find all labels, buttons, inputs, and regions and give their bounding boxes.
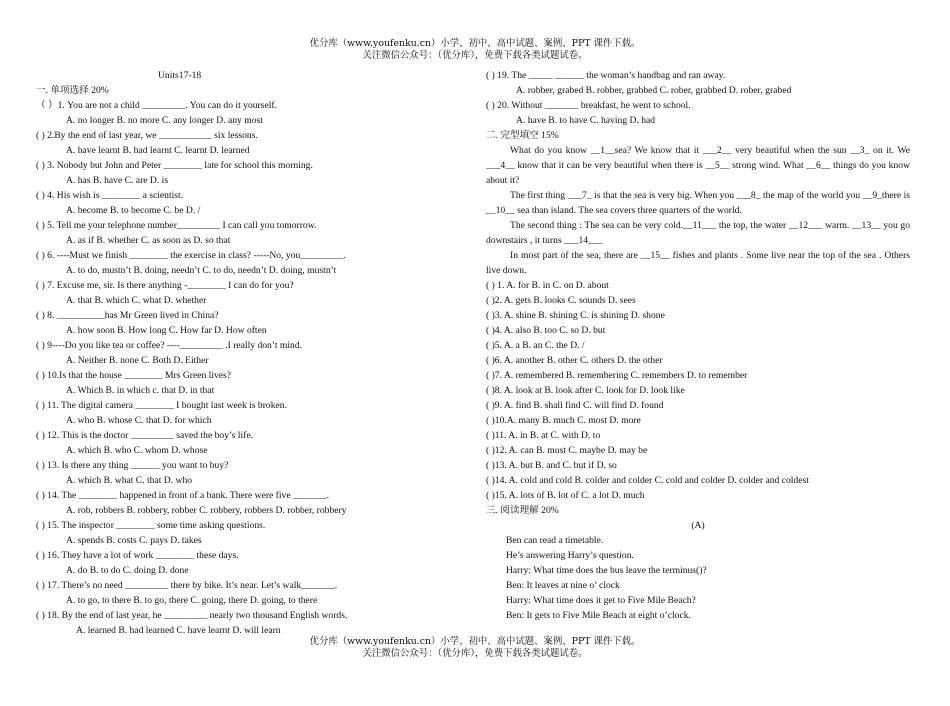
question-item: ( ) 16. They have a lot of work ________ these days. (36, 550, 239, 561)
question-item: （ ）1. You are not a child _________. You can do it yourself. (36, 100, 277, 111)
question-item: ( ) 7. Excuse me, sir. Is there anything -________ I can do for you? (36, 280, 294, 291)
cloze-option-row: ( )14. A. cold and cold B. colder and colder C. cold and colder D. colder and coldest (486, 475, 809, 486)
cloze-options-list (486, 278, 910, 503)
right-column (486, 68, 910, 623)
question-item: ( ) 15. The inspector ________ some time asking questions. (36, 520, 266, 531)
answer-options: A. become B. to become C. be D. / (66, 205, 201, 216)
page-header (0, 38, 950, 62)
dialogue-line: Harry: What time does it get to Five Mile Beach? (506, 595, 696, 606)
section-heading-reading: 三. 阅读理解 20% (486, 505, 559, 516)
answer-options: A. who B. whose C. that D. for which (66, 415, 212, 426)
answer-options: A. Neither B. none C. Both D. Either (66, 355, 209, 366)
reading-passage (486, 533, 910, 623)
multiple-choice-list-continued (486, 68, 910, 128)
cloze-paragraph-3: The second thing : The sea can be very cold.__11___ the top, the water __12___ warm. __13__ you go downstairs , it turns ___14___ (486, 220, 910, 246)
question-item: ( ) 18. By the end of last year, he _________ nearly two thousand English words. (36, 610, 348, 621)
question-item: ( ) 19. The _____ ______ the woman’s handbag and ran away. (486, 70, 726, 81)
answer-options: A. as if B. whether C. as soon as D. so that (66, 235, 231, 246)
cloze-option-row: ( )4. A. also B. too C. so D. but (486, 325, 606, 336)
question-item: ( ) 4. His wish is ________ a scientist. (36, 190, 184, 201)
dialogue-line: Harry: What time does the bus leave the terminus()? (506, 565, 707, 576)
question-item: ( ) 14. The ________ happened in front of a bank. There were five _______. (36, 490, 329, 501)
answer-options: A. how soon B. How long C. How far D. How often (66, 325, 267, 336)
question-item: ( ) 2.By the end of last year, we ___________ six lessons. (36, 130, 258, 141)
answer-options: A. have B. to have C. having D. had (516, 115, 656, 126)
answer-options: A. robber, grabed B. robber, grabbed C. rober, grabbed D. rober, grabed (516, 85, 792, 96)
cloze-option-row: ( )2. A. gets B. looks C. sounds D. sees (486, 295, 636, 306)
question-item: ( ) 13. Is there any thing ______ you want to buy? (36, 460, 229, 471)
section-heading-cloze: 二. 完型填空 15% (486, 130, 559, 141)
answer-options: A. which B. what C. that D. who (66, 475, 193, 486)
dialogue-line: Ben: It leaves at nine o’ clock (506, 580, 620, 591)
answer-options: A. do B. to do C. doing D. done (66, 565, 189, 576)
dialogue-line: Ben: It gets to Five Mile Beach at eight o’clock. (506, 610, 691, 621)
dialogue-line: He’s answering Harry’s question. (506, 550, 634, 561)
section-heading-multiple-choice: 一. 单项选择 20% (36, 85, 109, 96)
multiple-choice-list (36, 98, 456, 638)
cloze-option-row: ( )11. A. in B. at C. with D. to (486, 430, 601, 441)
cloze-paragraph-2: The first thing ___7_ is that the sea is very big. When you ___8_ the map of the world you __9_there is __10__ sea than island. The sea covers three quarters of the world. (486, 190, 910, 216)
cloze-option-row: ( )7. A. remembered B. remembering C. remembers D. to remember (486, 370, 748, 381)
answer-options: A. to do, mustn’t B. doing, needn’t C. to do, needn’t D. doing, mustn’t (66, 265, 337, 276)
answer-options: A. spends B. costs C. pays D. takes (66, 535, 202, 546)
question-item: ( ) 3. Nobody but John and Peter ________ late for school this morning. (36, 160, 313, 171)
cloze-option-row: ( )12. A. can B. must C. maybe D. may be (486, 445, 648, 456)
dialogue-line: Ben can read a timetable. (506, 535, 604, 546)
cloze-option-row: ( ) 1. A. for B. in C. on D. about (486, 280, 609, 291)
footer-line-1: 优分库（www.youfenku.cn）小学、初中、高中试题、案例、PPT 课件下载。 (309, 636, 641, 647)
exam-title: Units17-18 (158, 70, 202, 81)
question-item: ( ) 9----Do you like tea or coffee? ----_________ .I really don’t mind. (36, 340, 303, 351)
answer-options: A. learned B. had learned C. have learnt D. will learn (76, 625, 281, 636)
page-footer (0, 636, 950, 660)
question-item: ( ) 6. ----Must we finish ________ the exercise in class? -----No, you_________. (36, 250, 346, 261)
cloze-option-row: ( )5. A. a B. an C. the D. / (486, 340, 585, 351)
answer-options: A. no longer B. no more C. any longer D. any most (66, 115, 263, 126)
left-column (36, 68, 456, 638)
question-item: ( ) 20. Without _______ breakfast, he went to school. (486, 100, 691, 111)
answer-options: A. has B. have C. are D. is (66, 175, 169, 186)
cloze-paragraph-4: In most part of the sea, there are __15__ fishes and plants . Some live near the top of the sea . Others live down. (486, 250, 910, 276)
header-line-1: 优分库（www.youfenku.cn）小学、初中、高中试题、案例、PPT 课件下载。 (309, 38, 641, 49)
footer-line-2: 关注微信公众号：（优分库），免费下载各类试题试卷。 (362, 648, 588, 659)
cloze-option-row: ( )3. A. shine B. shining C. is shining D. shone (486, 310, 665, 321)
passage-label: (A) (691, 520, 705, 531)
answer-options: A. rob, robbers B. robbery, robber C. robbery, robbers D. robber, robbery (66, 505, 347, 516)
cloze-option-row: ( )13. A. but B. and C. but if D. so (486, 460, 617, 471)
answer-options: A. that B. which C. what D. whether (66, 295, 207, 306)
question-item: ( ) 10.Is that the house ________ Mrs Green lives? (36, 370, 232, 381)
cloze-option-row: ( )9. A. find B. shall find C. will find D. found (486, 400, 664, 411)
question-item: ( ) 17. There’s no need _________ there by bike. It’s near. Let’s walk_______. (36, 580, 338, 591)
cloze-option-row: ( )15. A. lots of B. lot of C. a lot D. much (486, 490, 645, 501)
cloze-paragraph-1: What do you know __1__sea? We know that it ___2__ very beautiful when the sun __3_ on it. We ___4__ know that it can be very beautiful when there is __5__ strong wind. What __6__ things do you know about it? (486, 145, 910, 186)
cloze-option-row: ( )10.A. many B. much C. most D. more (486, 415, 641, 426)
cloze-option-row: ( )6. A. another B. other C. others D. the other (486, 355, 663, 366)
answer-options: A. which B. who C. whom D. whose (66, 445, 208, 456)
question-item: ( ) 11. The digital camera ________ I bought last week is broken. (36, 400, 287, 411)
answer-options: A. Which B. in which c. that D. in that (66, 385, 215, 396)
answer-options: A. to go, to there B. to go, there C. going, there D. going, to there (66, 595, 318, 606)
cloze-option-row: ( )8. A. look at B. look after C. look for D. look like (486, 385, 685, 396)
answer-options: A. have learnt B. had learnt C. learnt D. learned (66, 145, 250, 156)
question-item: ( ) 8. __________has Mr Green lived in China? (36, 310, 219, 321)
header-line-2: 关注微信公众号：（优分库），免费下载各类试题试卷。 (362, 50, 588, 61)
question-item: ( ) 5. Tell me your telephone number_________ I can call you tomorrow. (36, 220, 317, 231)
question-item: ( ) 12. This is the doctor _________ saved the boy’s life. (36, 430, 253, 441)
